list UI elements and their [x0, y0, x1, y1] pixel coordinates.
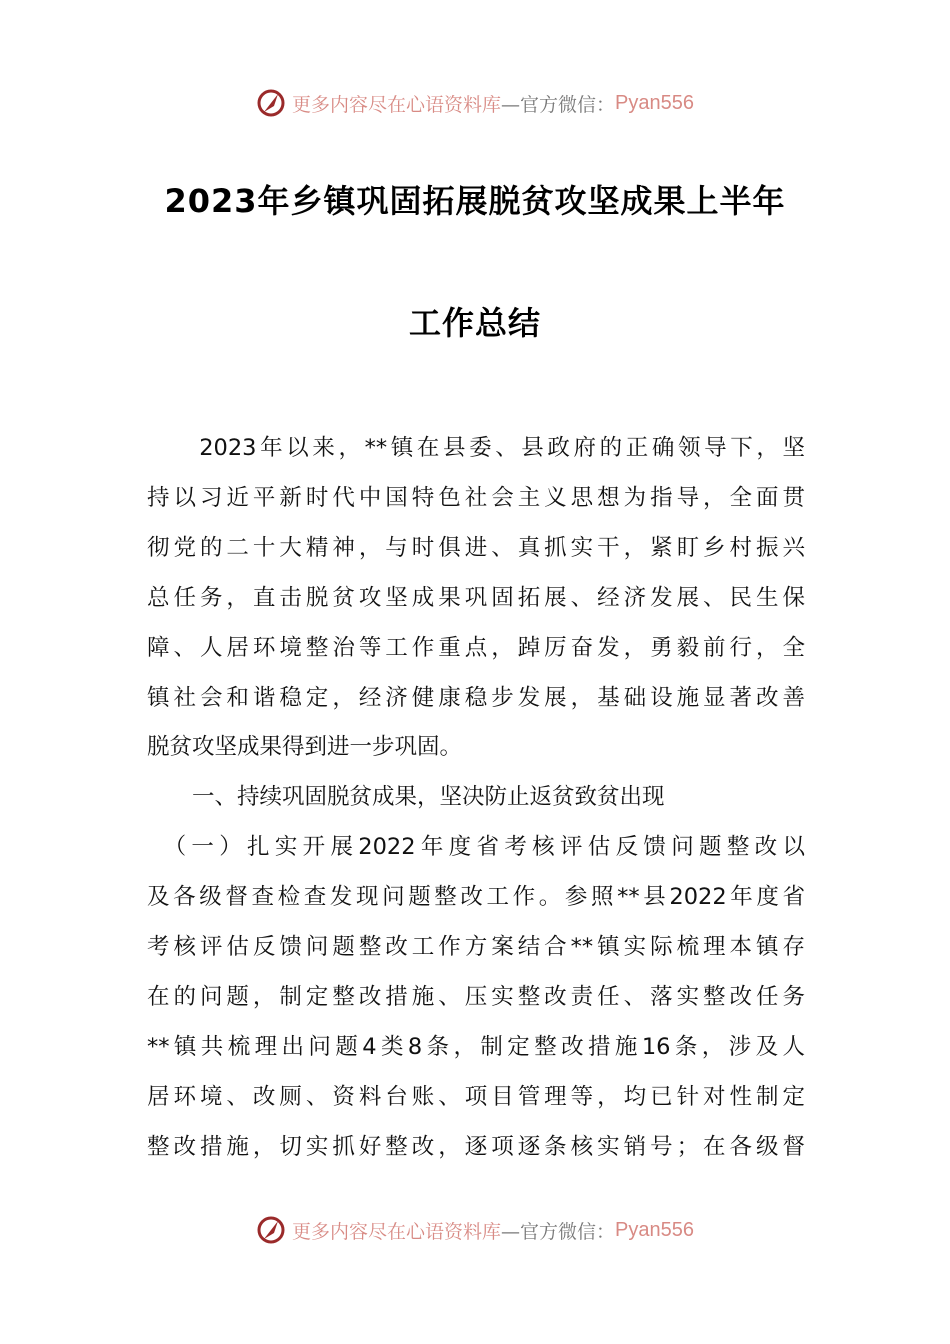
- watermark-site: 更多内容尽在心语资料库: [292, 93, 502, 116]
- body-text-line: 居环境、改厕、资料台账、项目管理等，均已针对性制定: [147, 1083, 805, 1110]
- body-text-line: 脱贫攻坚成果得到进一步巩固。: [147, 734, 463, 761]
- body-text-line: 彻党的二十大精神，与时俱进、真抓实干，紧盯乡村振兴: [147, 534, 805, 561]
- header-watermark: [0, 83, 950, 123]
- body-text-line: 考核评估反馈问题整改工作方案结合**镇实际梳理本镇存: [147, 934, 805, 960]
- body-text-line: 总任务，直击脱贫攻坚成果巩固拓展、经济发展、民生保: [147, 584, 805, 611]
- body-text-line: **镇共梳理出问题4类8条，制定整改措施16条，涉及人: [147, 1033, 805, 1060]
- quill-logo-icon: [256, 1215, 286, 1245]
- watermark-wechat-id: Pyan556: [615, 91, 694, 114]
- watermark-wechat-id: Pyan556: [615, 1218, 694, 1241]
- watermark-site: 更多内容尽在心语资料库: [292, 1220, 502, 1243]
- watermark-dash: —官方微信：: [501, 1220, 616, 1243]
- body-text-line: 镇社会和谐稳定，经济健康稳步发展，基础设施显著改善: [147, 684, 805, 711]
- body-text-line: 在的问题，制定整改措施、压实整改责任、落实整改任务: [147, 983, 805, 1010]
- watermark-dash: —官方微信：: [501, 93, 616, 116]
- body-text-line: 2023年以来，**镇在县委、县政府的正确领导下，坚: [147, 435, 805, 461]
- document-title-line1: 2023年乡镇巩固拓展脱贫攻坚成果上半年: [164, 182, 786, 220]
- body-text-line: 一、持续巩固脱贫成果，坚决防止返贫致贫出现: [147, 784, 665, 811]
- body-text-line: 障、人居环境整治等工作重点，踔厉奋发，勇毅前行，全: [147, 634, 805, 661]
- footer-watermark: [0, 1210, 950, 1250]
- document-title-line2: 工作总结: [408, 304, 541, 342]
- body-text-line: 持以习近平新时代中国特色社会主义思想为指导，全面贯: [147, 484, 805, 511]
- body-text-line: 整改措施，切实抓好整改，逐项逐条核实销号；在各级督: [147, 1133, 805, 1160]
- body-text-line: （一）扎实开展2022年度省考核评估反馈问题整改以: [147, 834, 805, 861]
- body-text-line: 及各级督查检查发现问题整改工作。参照**县2022年度省: [147, 884, 805, 911]
- quill-logo-icon: [256, 88, 286, 118]
